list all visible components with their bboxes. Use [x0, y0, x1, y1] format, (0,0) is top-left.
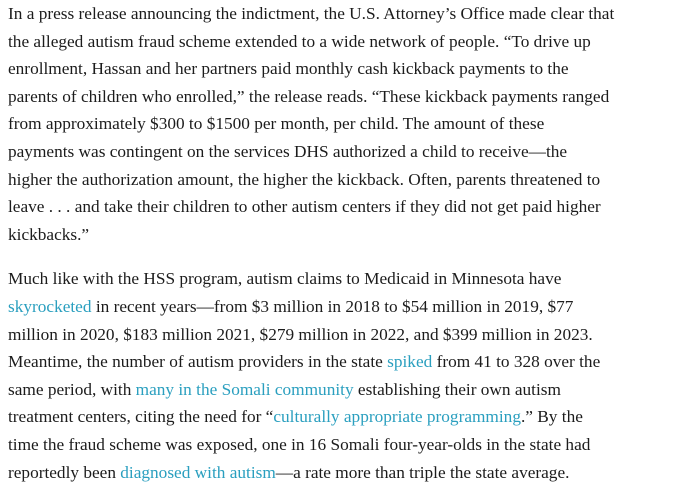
paragraph-line: million in 2020, $183 million 2021, $279 million in 2022, and $399 million in 2023. — [8, 324, 593, 344]
paragraph-line — [8, 293, 676, 321]
link-diagnosed-with-autism[interactable]: diagnosed with autism — [120, 462, 276, 482]
link-culturally-appropriate-programming[interactable]: culturally appropriate programming — [273, 407, 521, 427]
paragraph-text: establishing their own autism — [353, 379, 561, 399]
paragraph-line — [8, 376, 676, 404]
paragraph-line: from approximately $300 to $1500 per month, per child. The amount of these — [8, 114, 545, 134]
paragraph-medicaid-claims — [8, 265, 676, 486]
paragraph-line: leave . . . and take their children to other autism centers if they did not get paid higher — [8, 197, 601, 217]
paragraph-text: same period, with — [8, 379, 136, 399]
paragraph-line: kickbacks.” — [8, 224, 90, 244]
paragraph-line: Much like with the HSS program, autism claims to Medicaid in Minnesota have — [8, 269, 562, 289]
paragraph-line: payments was contingent on the services DHS authorized a child to receive—the — [8, 141, 568, 161]
paragraph-line: time the fraud scheme was exposed, one in 16 Somali four-year-olds in the state had — [8, 434, 591, 454]
paragraph-text: Meantime, the number of autism providers in the state — [8, 352, 388, 372]
paragraph-line — [8, 348, 676, 376]
paragraph-line: the alleged autism fraud scheme extended to a wide network of people. “To drive up — [8, 31, 591, 51]
paragraph-text: treatment centers, citing the need for “ — [8, 407, 274, 427]
paragraph-press-release — [8, 0, 676, 248]
paragraph-line: enrollment, Hassan and her partners paid monthly cash kickback payments to the — [8, 59, 569, 79]
paragraph-line: In a press release announcing the indictment, the U.S. Attorney’s Office made clear that — [8, 4, 615, 23]
paragraph-text: —a rate more than triple the state average. — [275, 462, 570, 482]
paragraph-text: reportedly been — [8, 462, 121, 482]
link-spiked[interactable]: spiked — [387, 352, 433, 372]
paragraph-text: in recent years—from $3 million in 2018 to $54 million in 2019, $77 — [91, 296, 574, 316]
paragraph-line: parents of children who enrolled,” the release reads. “These kickback payments ranged — [8, 86, 610, 106]
paragraph-text: from 41 to 328 over the — [432, 352, 601, 372]
article-body — [8, 0, 676, 486]
paragraph-line — [8, 459, 676, 487]
link-skyrocketed[interactable]: skyrocketed — [8, 296, 92, 316]
paragraph-line: higher the authorization amount, the higher the kickback. Often, parents threatened to — [8, 169, 601, 189]
link-somali-community[interactable]: many in the Somali community — [135, 379, 354, 399]
paragraph-text: .” By the — [520, 407, 583, 427]
paragraph-line — [8, 403, 676, 431]
